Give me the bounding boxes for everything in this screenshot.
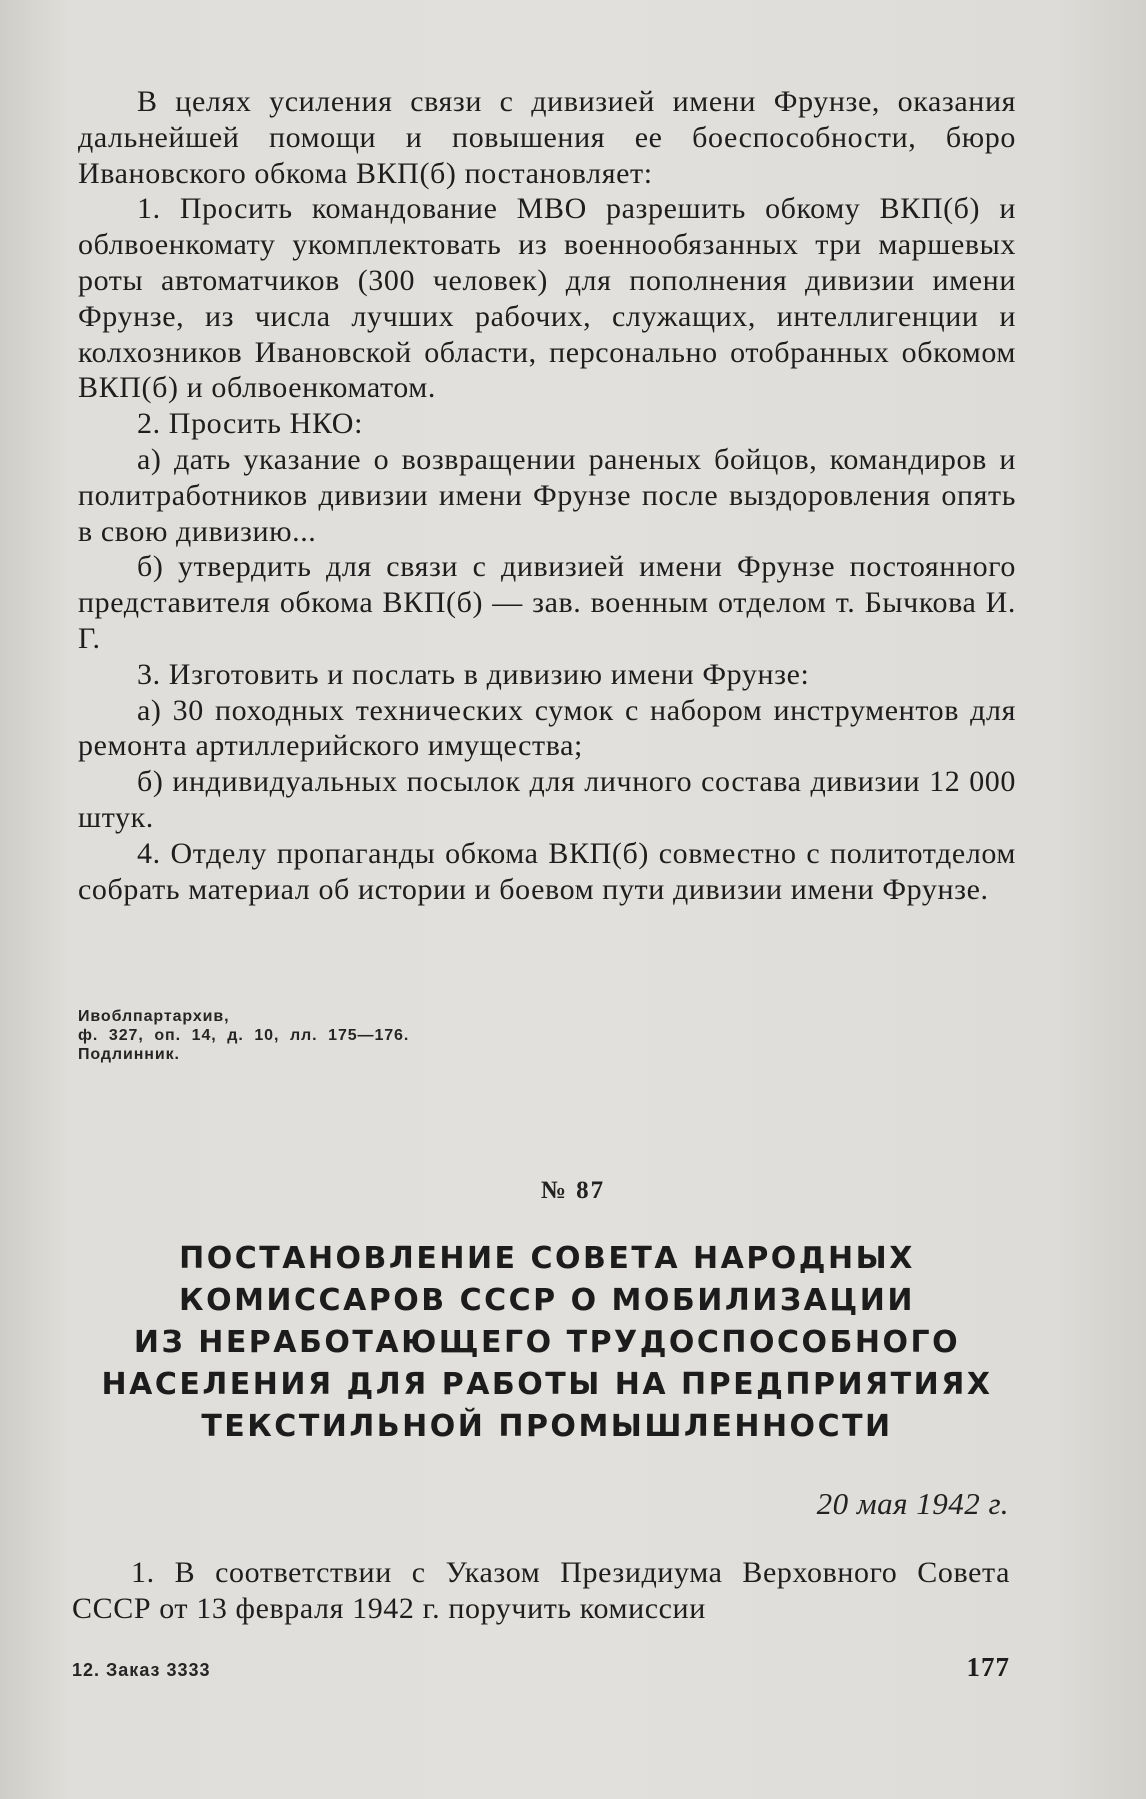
paragraph-item-2: 2. Просить НКО:: [137, 407, 364, 441]
archive-fund: ф. 327, оп. 14, д. 10, лл. 175—176.: [78, 1027, 410, 1044]
title-line: ИЗ НЕРАБОТАЮЩЕГО ТРУДОСПОСОБНОГО: [133, 1325, 961, 1360]
document-paragraph-1: 1. В соответствии с Указом Президиума Верховного Совета СССР от 13 февраля 1942 г. поручить комиссии: [72, 1556, 1010, 1625]
paragraph-item-3: 3. Изготовить и послать в дивизию имени Фрунзе:: [137, 657, 810, 691]
paragraph-item-2b: б) утвердить для связи с дивизией имени Фрунзе постоянного представителя обкома ВКП(б) — зав. военным отделом т. Бычкова И. Г.: [78, 550, 1016, 655]
paragraph-item-2a: а) дать указание о возвращении раненых бойцов, командиров и политработников дивизии имени Фрунзе после выздоровления опять в свою дивизию...: [78, 442, 1016, 548]
document-title: [78, 1238, 1016, 1448]
resolution-text: [78, 84, 1016, 907]
document-date: 20 мая 1942 г.: [816, 1486, 1009, 1521]
title-line: ПОСТАНОВЛЕНИЕ СОВЕТА НАРОДНЫХ: [179, 1241, 915, 1276]
archive-original-note: Подлинник.: [78, 1046, 180, 1063]
title-line: НАСЕЛЕНИЯ ДЛЯ РАБОТЫ НА ПРЕДПРИЯТИЯХ: [101, 1367, 993, 1402]
printing-order-note: 12. Заказ 3333: [72, 1660, 211, 1680]
page-number: 177: [966, 1652, 1010, 1682]
paragraph-item-3b: б) индивидуальных посылок для личного состава дивизии 12 000 штук.: [78, 765, 1016, 834]
paragraph-item-1: 1. Просить командование МВО разрешить обкому ВКП(б) и облвоенкомату укомплектовать из военнообязанных три маршевых роты автоматчиков (300 человек) для пополнения дивизии имени Фрунзе, из числа лучших рабочих, служащих, интеллигенции и колхозников Ивановской области, персонально отобранных обкомом ВКП(б) и облвоенкоматом.: [78, 192, 1016, 405]
title-line: КОМИССАРОВ СССР О МОБИЛИЗАЦИИ: [179, 1283, 915, 1318]
paragraph-intro: В целях усиления связи с дивизией имени Фрунзе, оказания дальнейшей помощи и повышения ее боеспособности, бюро Ивановского обкома ВКП(б) постановляет:: [78, 85, 1016, 190]
archive-name: Ивоблпартархив,: [78, 1008, 230, 1025]
paragraph-item-3a: а) 30 походных технических сумок с набором инструментов для ремонта артиллерийского имущества;: [78, 693, 1016, 763]
document-body: [72, 1555, 1010, 1627]
archive-reference: [78, 1007, 409, 1064]
document-number: № 87: [540, 1177, 606, 1204]
paragraph-item-4: 4. Отделу пропаганды обкома ВКП(б) совместно с политотделом собрать материал об истории и боевом пути дивизии имени Фрунзе.: [78, 836, 1016, 906]
title-line: ТЕКСТИЛЬНОЙ ПРОМЫШЛЕННОСТИ: [201, 1409, 893, 1444]
